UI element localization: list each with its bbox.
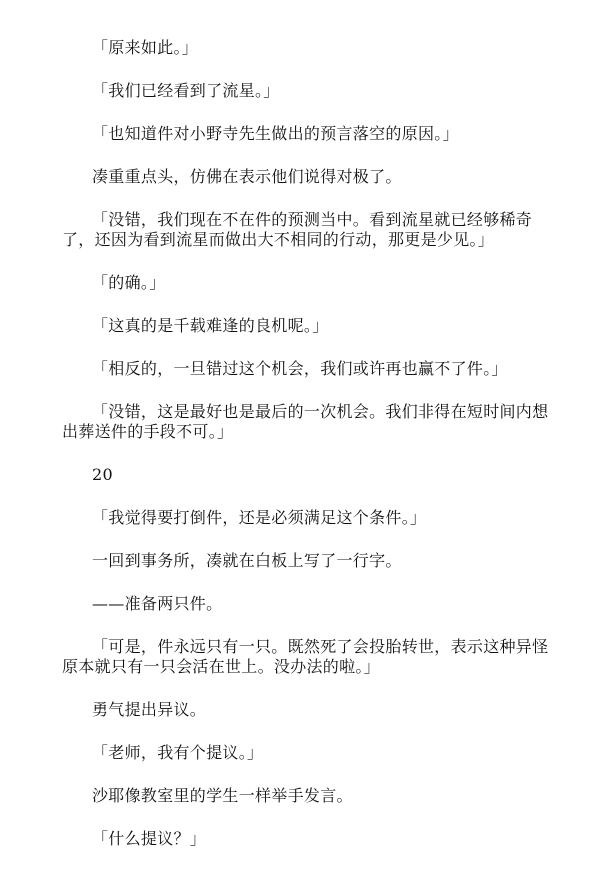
paragraph: 勇气提出异议。	[92, 700, 207, 719]
paragraph: 「没错，这是最好也是最后的一次机会。我们非得在短时间内想出葬送件的手段不可。」	[62, 402, 549, 441]
paragraph: 凑重重点头，仿佛在表示他们说得对极了。	[92, 167, 402, 186]
section-number: 20	[92, 465, 113, 484]
paragraph: 「这真的是千载难逢的良机呢。」	[92, 316, 329, 335]
paragraph: 「的确。」	[92, 273, 166, 292]
paragraph: 「原来如此。」	[92, 38, 199, 57]
paragraph: 「我们已经看到了流星。」	[92, 81, 280, 100]
paragraph: 「也知道件对小野寺先生做出的预言落空的原因。」	[92, 124, 459, 143]
paragraph: ——准备两只件。	[92, 594, 223, 613]
paragraph: 一回到事务所，凑就在白板上写了一行字。	[92, 551, 402, 570]
book-page	[62, 38, 562, 872]
paragraph: 「老师，我有个提议。」	[92, 743, 264, 762]
paragraph: 沙耶像教室里的学生一样举手发言。	[92, 786, 353, 805]
paragraph: 「我觉得要打倒件，还是必须满足这个条件。」	[92, 508, 427, 527]
paragraph: 「相反的，一旦错过这个机会，我们或许再也赢不了件。」	[92, 359, 508, 378]
paragraph: 「什么提议？」	[92, 829, 207, 848]
paragraph: 「可是，件永远只有一只。既然死了会投胎转世，表示这种异怪原本就只有一只会活在世上。没办法的啦。」	[62, 637, 549, 676]
paragraph: 「没错，我们现在不在件的预测当中。看到流星就已经够稀奇了，还因为看到流星而做出大不相同的行动，那更是少见。」	[62, 210, 533, 249]
